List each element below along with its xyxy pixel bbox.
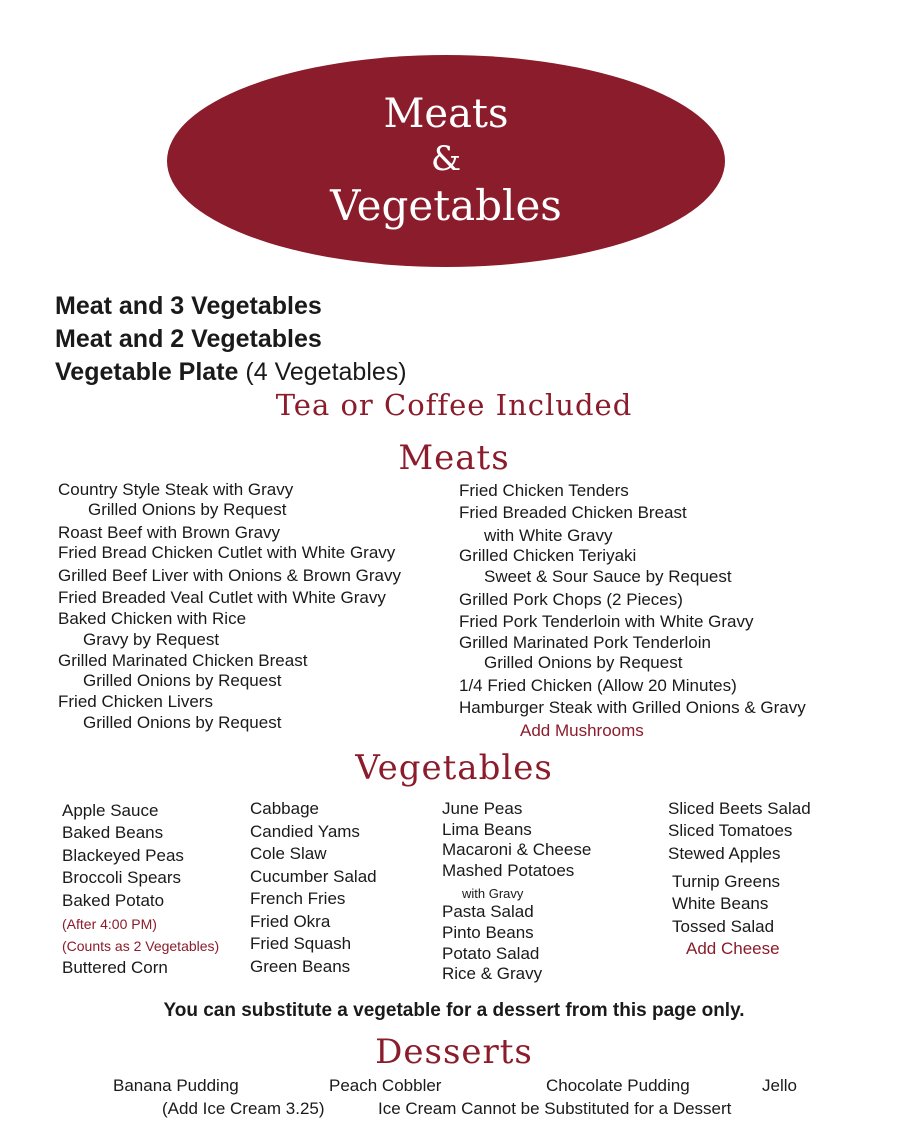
- section-title-vegetables: Vegetables: [355, 748, 553, 788]
- section-title-desserts: Desserts: [375, 1032, 533, 1072]
- vegetable-item: Lima Beans: [442, 820, 532, 839]
- vegetable-item: Cole Slaw: [250, 844, 327, 863]
- meat-item: Grilled Pork Chops (2 Pieces): [459, 590, 683, 609]
- vegetable-item: Baked Potato: [62, 891, 165, 910]
- plan-meat-2-veg: Meat and 2 Vegetables: [55, 325, 322, 353]
- meat-subnote: Grilled Onions by Request: [484, 653, 683, 672]
- vegetable-item: Mashed Potatoes: [442, 861, 575, 880]
- mashed-potatoes-subnote: with Gravy: [462, 886, 524, 901]
- vegetable-item: Sliced Tomatoes: [668, 821, 793, 840]
- meat-item: Fried Breaded Chicken Breast: [459, 503, 687, 522]
- meat-subnote: Grilled Onions by Request: [83, 671, 282, 690]
- vegetable-item: Potato Salad: [442, 944, 540, 963]
- vegetable-item: White Beans: [672, 894, 769, 913]
- baked-potato-time-note: (After 4:00 PM): [62, 916, 157, 932]
- substitute-dessert-note: You can substitute a vegetable for a dessert from this page only.: [163, 1000, 745, 1021]
- meat-subnote: with White Gravy: [484, 526, 613, 545]
- section-title-meats: Meats: [398, 438, 510, 478]
- plan-vegetable-plate-label: Vegetable Plate: [55, 358, 239, 386]
- vegetable-item: Baked Beans: [62, 823, 164, 842]
- meat-item: Grilled Marinated Chicken Breast: [58, 651, 308, 670]
- meat-item: Grilled Chicken Teriyaki: [459, 546, 637, 565]
- vegetable-item: Cabbage: [250, 799, 320, 818]
- meat-item: 1/4 Fried Chicken (Allow 20 Minutes): [459, 676, 737, 695]
- meat-subnote: Sweet & Sour Sauce by Request: [484, 567, 732, 586]
- dessert-item: Chocolate Pudding: [546, 1076, 690, 1095]
- vegetable-item: Fried Squash: [250, 934, 352, 953]
- vegetable-item: Sliced Beets Salad: [668, 799, 811, 818]
- vegetable-item: Broccoli Spears: [62, 868, 182, 887]
- vegetable-item: Rice & Gravy: [442, 964, 543, 983]
- meat-subnote: Gravy by Request: [83, 630, 220, 649]
- meat-item: Baked Chicken with Rice: [58, 609, 247, 628]
- meat-item: Fried Bread Chicken Cutlet with White Gravy: [58, 543, 396, 562]
- vegetable-item: Buttered Corn: [62, 958, 168, 977]
- vegetable-item: June Peas: [442, 799, 523, 818]
- vegetable-item: Candied Yams: [250, 822, 360, 841]
- header-line-ampersand: &: [430, 139, 462, 179]
- vegetable-item: Cucumber Salad: [250, 867, 377, 886]
- meat-item: Hamburger Steak with Grilled Onions & Gravy: [459, 698, 806, 717]
- meat-item: Fried Breaded Veal Cutlet with White Gravy: [58, 588, 386, 607]
- meat-item: Fried Chicken Livers: [58, 692, 213, 711]
- header-line-meats: Meats: [383, 91, 509, 137]
- plan-meat-3-veg: Meat and 3 Vegetables: [55, 292, 322, 320]
- dessert-item: Peach Cobbler: [329, 1076, 442, 1095]
- meat-item: Fried Pork Tenderloin with White Gravy: [459, 612, 754, 631]
- vegetable-item: Blackeyed Peas: [62, 846, 184, 865]
- vegetable-item: Pinto Beans: [442, 923, 534, 942]
- add-cheese-note: Add Cheese: [686, 939, 780, 958]
- vegetable-item: Turnip Greens: [672, 872, 781, 891]
- vegetable-item: Pasta Salad: [442, 902, 534, 921]
- meat-item: Fried Chicken Tenders: [459, 481, 629, 500]
- meat-subnote: Grilled Onions by Request: [83, 713, 282, 732]
- header-line-vegetables: Vegetables: [330, 181, 562, 230]
- ice-cream-substitution-note: Ice Cream Cannot be Substituted for a Dessert: [378, 1099, 732, 1118]
- vegetable-item: Tossed Salad: [672, 917, 775, 936]
- vegetable-item: Fried Okra: [250, 912, 331, 931]
- dessert-item: Banana Pudding: [113, 1076, 239, 1095]
- baked-potato-count-note: (Counts as 2 Vegetables): [62, 938, 220, 954]
- vegetable-item: Apple Sauce: [62, 801, 159, 820]
- plan-vegetable-plate: [55, 358, 407, 387]
- ice-cream-addon: (Add Ice Cream 3.25): [162, 1099, 325, 1118]
- vegetable-item: Green Beans: [250, 957, 351, 976]
- vegetable-item: French Fries: [250, 889, 346, 908]
- meat-item: Country Style Steak with Gravy: [58, 480, 294, 499]
- meat-item: Grilled Beef Liver with Onions & Brown Gravy: [58, 566, 401, 585]
- plan-vegetable-plate-count: (4 Vegetables): [245, 358, 407, 386]
- meat-item: Grilled Marinated Pork Tenderloin: [459, 633, 711, 652]
- meat-subnote: Grilled Onions by Request: [88, 500, 287, 519]
- vegetable-item: Stewed Apples: [668, 844, 781, 863]
- meat-item: Roast Beef with Brown Gravy: [58, 523, 281, 542]
- dessert-item: Jello: [762, 1076, 797, 1095]
- tea-coffee-included: Tea or Coffee Included: [275, 388, 633, 422]
- add-mushrooms-note: Add Mushrooms: [520, 721, 644, 740]
- vegetable-item: Macaroni & Cheese: [442, 840, 592, 859]
- header-title-oval: [167, 55, 725, 267]
